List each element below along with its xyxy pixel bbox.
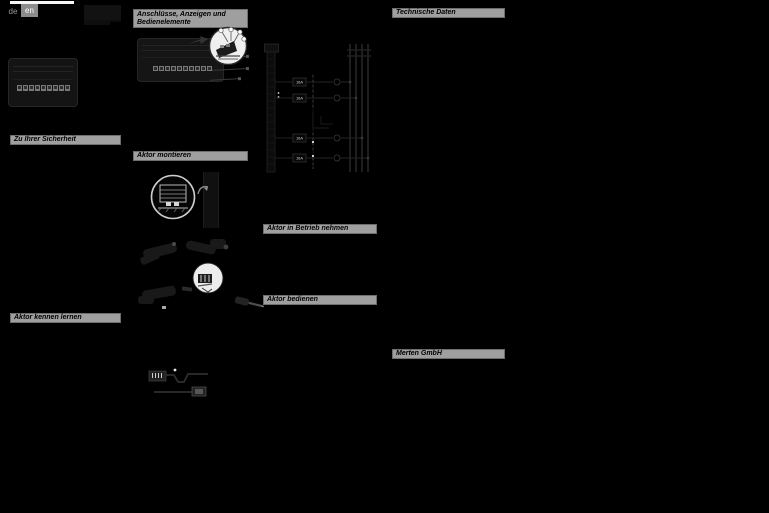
section-header-commissioning-label: Aktor in Betrieb nehmen [267, 225, 349, 232]
brand-logo-sub [84, 20, 110, 25]
section-header-technical-data-label: Technische Daten [396, 9, 456, 16]
top-rule [10, 1, 74, 4]
section-header-technical-data [392, 8, 505, 18]
relay-label-1: 16A [295, 79, 304, 85]
relay-label-4: 16A [295, 155, 304, 161]
callout-line-3 [210, 78, 238, 80]
wiring-diagram [263, 42, 379, 178]
section-header-company-label: Merten GmbH [396, 350, 442, 357]
bus-connection-schematic [146, 365, 216, 405]
section-header-company [392, 349, 505, 359]
section-header-get-to-know [10, 313, 121, 323]
section-header-connections-line1: Anschlüsse, Anzeigen und [137, 10, 226, 18]
relay-label-3: 16A [295, 135, 304, 141]
tab-language-de[interactable]: de [8, 7, 18, 16]
section-header-mounting-label: Aktor montieren [137, 152, 192, 159]
section-header-connections-line2: Bedienelemente [137, 18, 191, 26]
tab-language-en[interactable]: en [21, 4, 38, 17]
section-header-mounting [133, 151, 248, 161]
magnifier-arrow-icon [188, 35, 208, 47]
section-header-safety [10, 135, 121, 145]
section-header-safety-label: Zu Ihrer Sicherheit [14, 136, 76, 143]
section-header-get-to-know-label: Aktor kennen lernen [14, 314, 82, 321]
click-arrow-icon [196, 182, 212, 198]
mounting-detail-icon [149, 173, 197, 221]
section-header-commissioning [263, 224, 377, 234]
actuator-front-image [8, 58, 78, 107]
terminal-strip-annotated [153, 66, 212, 71]
terminal-strip-front [17, 85, 70, 91]
section-header-operation-label: Aktor bedienen [267, 296, 318, 303]
wiring-steps-image [138, 238, 268, 314]
magnifier-detail-icon [208, 26, 248, 66]
section-header-operation [263, 295, 377, 305]
din-rail-image [203, 172, 219, 228]
relay-label-2: 16A [295, 95, 304, 101]
